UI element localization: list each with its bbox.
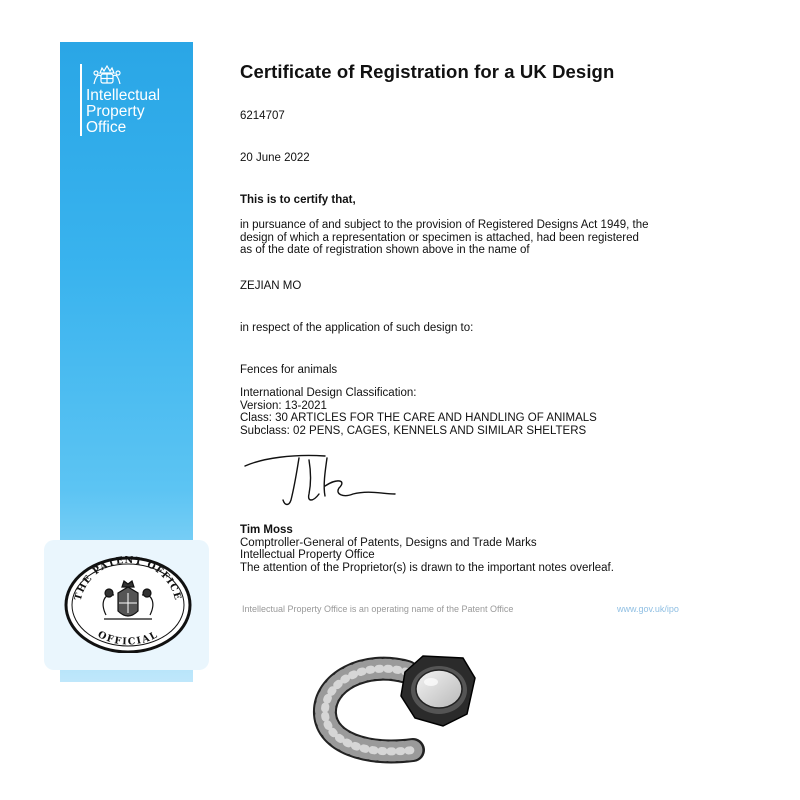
patent-office-seal — [60, 553, 196, 653]
provision-text — [240, 219, 720, 257]
classification-version: Version: 13-2021 — [240, 399, 327, 412]
ipo-logo — [80, 64, 194, 136]
logo-line-3: Office — [86, 119, 127, 136]
provision-line-3: as of the date of registration shown above in the name of — [240, 244, 530, 256]
proprietor-notice: The attention of the Proprietor(s) is drawn to the important notes overleaf. — [240, 561, 614, 574]
signatory-office: Intellectual Property Office — [240, 549, 375, 561]
signature — [243, 450, 403, 510]
gov-uk-ipo-link[interactable]: www.gov.uk/ipo — [617, 604, 679, 614]
footer-note: Intellectual Property Office is an operating name of the Patent Office — [242, 604, 514, 614]
proprietor-name: ZEJIAN MO — [240, 280, 302, 292]
provision-line-1: in pursuance of and subject to the provision of Registered Designs Act 1949, the — [240, 219, 649, 231]
logo-line-1: Intellectual — [86, 87, 161, 104]
signatory-title: Comptroller-General of Patents, Designs and Trade Marks — [240, 536, 537, 549]
classification-heading: International Design Classification: — [240, 387, 417, 399]
product-name: Fences for animals — [240, 364, 338, 376]
classification-class: Class: 30 ARTICLES FOR THE CARE AND HANDLING OF ANIMALS — [240, 412, 597, 424]
dome-unit — [401, 656, 475, 726]
signatory-block — [240, 524, 720, 574]
certify-heading: This is to certify that, — [240, 194, 356, 206]
certificate-title: Certificate of Registration for a UK Design — [240, 61, 615, 82]
classification-block — [240, 387, 720, 437]
classification-subclass: Subclass: 02 PENS, CAGES, KENNELS AND SIMILAR SHELTERS — [240, 424, 587, 437]
royal-crest-icon — [90, 64, 124, 86]
application-text: in respect of the application of such design to: — [240, 322, 474, 334]
svg-text:THE PATENT OFFICE: THE PATENT OFFICE — [72, 554, 184, 602]
svg-text:OFFICIAL: OFFICIAL — [95, 629, 161, 648]
logo-line-2: Property — [86, 103, 145, 120]
signatory-name: Tim Moss — [240, 524, 293, 536]
product-specimen-image — [295, 632, 495, 772]
provision-line-2: design of which a representation or specimen is attached, had been registered — [240, 231, 639, 244]
coiled-cable — [325, 669, 413, 752]
registration-date: 20 June 2022 — [240, 152, 310, 164]
design-number: 6214707 — [240, 110, 285, 122]
